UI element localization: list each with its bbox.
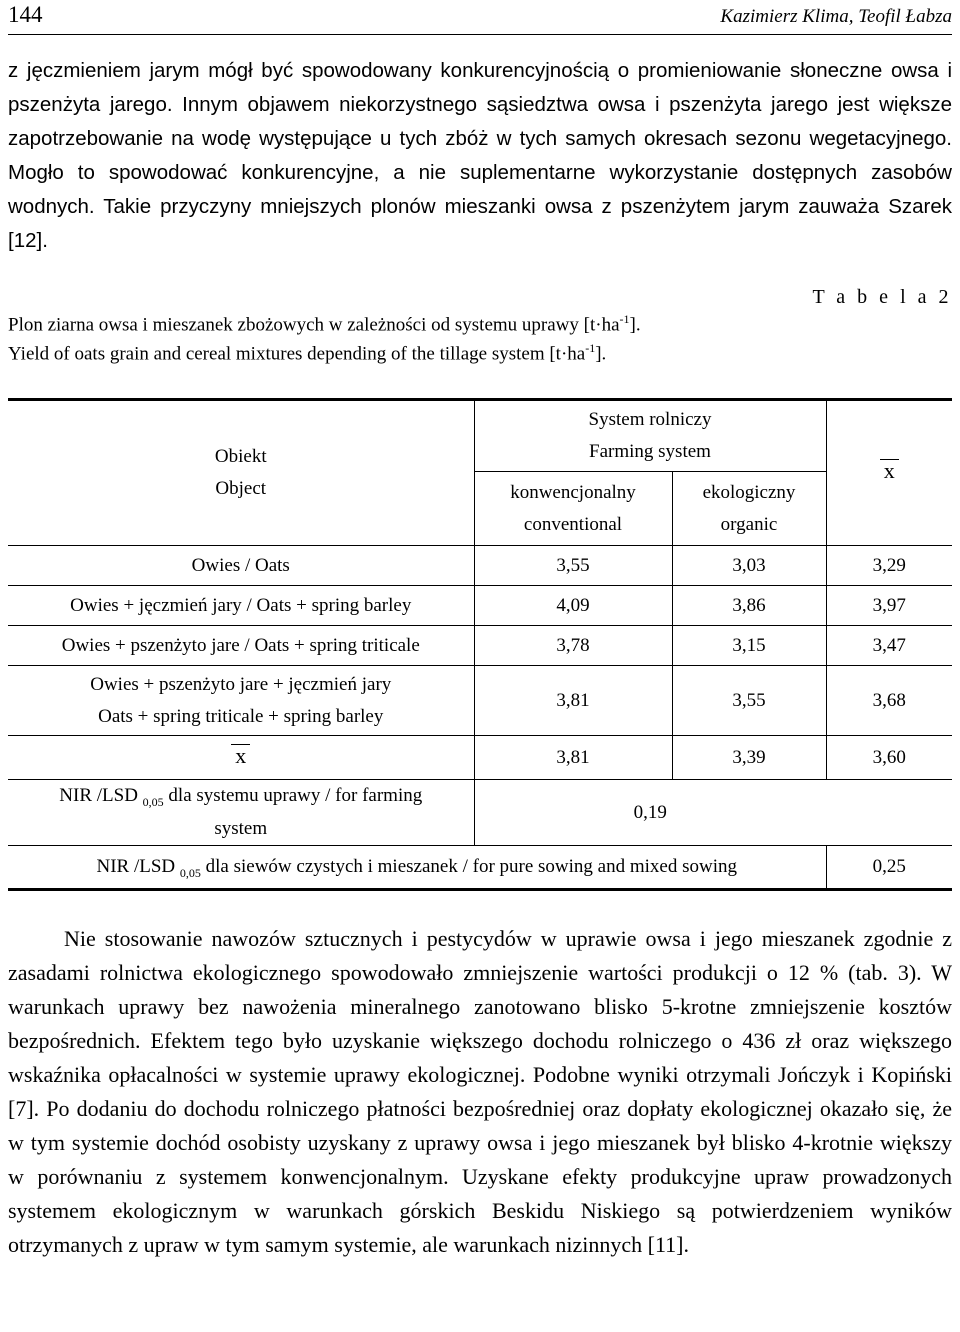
caption-pl-text: Plon ziarna owsa i mieszanek zbożowych w zależności od systemu uprawy [t·ha [8, 314, 620, 336]
header-system-en: Farming system [589, 441, 711, 462]
lsd-system-row [8, 780, 952, 846]
header-object-en: Object [215, 478, 267, 499]
lsd-system-prefix: NIR /LSD [59, 785, 138, 806]
lsd-system-value: 0,19 [474, 780, 826, 846]
row-conventional: 3,81 [474, 666, 672, 736]
lsd-sowing-text: dla siewów czystych i mieszanek / for pure sowing and mixed sowing [205, 855, 737, 877]
row-mean: 3,47 [826, 626, 952, 666]
table-row [8, 666, 952, 736]
table-caption-pl [8, 312, 641, 336]
header-conventional-pl: konwencjonalny [510, 481, 636, 503]
lsd-sowing-label [8, 846, 826, 890]
page-header [8, 0, 952, 35]
header-organic-cell [672, 472, 826, 546]
row-organic: 3,03 [672, 546, 826, 586]
table-row [8, 546, 952, 586]
caption-pl-exponent: -1 [619, 312, 630, 326]
lsd-system-subscript: 0,05 [142, 795, 164, 809]
header-object-pl: Obiekt [214, 446, 267, 467]
row-organic: 3,86 [672, 586, 826, 626]
header-conventional-cell [474, 472, 672, 546]
body-paragraph-top: z jęczmieniem jarym mógł być spowodowany konkurencyjnością o promieniowanie słoneczne owsa i pszenżyta jarego. Innym objawem niekorzystnego sąsiedztwa owsa i pszenżyta jarego jest większe zapotrzebowanie na wodę występujące u tych zbóż w tych samych okresach sezonu wegetacyjnego. Mogło to spowodować konkurencyjne, a nie suplementarne wykorzystanie dostępnych zasobów wodnych. Takie przyczyny mniejszych plonów mieszanki owsa z pszenżytem jarym zauważa Szarek [12]. [8, 59, 952, 252]
mean-row-symbol: x [231, 744, 250, 767]
header-object-cell [8, 400, 474, 546]
row-object-line1: Owies + pszenżyto jare + jęczmień jary [90, 673, 392, 695]
table-caption-en [8, 341, 606, 365]
row-conventional: 4,09 [474, 586, 672, 626]
lsd-system-label [8, 780, 474, 846]
row-organic: 3,55 [672, 666, 826, 736]
lsd-system-text2: system [214, 818, 268, 839]
row-organic: 3,15 [672, 626, 826, 666]
mean-row-mean: 3,60 [826, 736, 952, 780]
row-object: Owies / Oats [8, 546, 474, 586]
lsd-system-empty [826, 780, 952, 846]
row-mean: 3,97 [826, 586, 952, 626]
row-mean: 3,68 [826, 666, 952, 736]
lsd-sowing-value: 0,25 [826, 846, 952, 890]
running-head-authors: Kazimierz Klima, Teofil Łabza [720, 6, 952, 27]
row-object: Owies + pszenżyto jare / Oats + spring triticale [8, 626, 474, 666]
row-conventional: 3,55 [474, 546, 672, 586]
row-conventional: 3,78 [474, 626, 672, 666]
header-system-cell [474, 400, 826, 472]
yield-table [8, 398, 952, 891]
caption-en-exponent: -1 [585, 341, 596, 355]
row-object [8, 666, 474, 736]
lsd-sowing-row [8, 846, 952, 890]
row-mean: 3,29 [826, 546, 952, 586]
header-mean-symbol: x [880, 459, 899, 482]
header-mean-cell [826, 400, 952, 546]
page-number: 144 [8, 2, 43, 27]
lsd-sowing-subscript: 0,05 [179, 865, 201, 880]
table-row [8, 586, 952, 626]
table-label: T a b e l a 2 [812, 286, 952, 308]
row-object: Owies + jęczmień jary / Oats + spring barley [8, 586, 474, 626]
mean-row-conventional: 3,81 [474, 736, 672, 780]
header-organic-en: organic [720, 513, 778, 535]
caption-en-text: Yield of oats grain and cereal mixtures depending of the tillage system [t·ha [8, 343, 586, 365]
mean-row [8, 736, 952, 780]
header-system-pl: System rolniczy [588, 409, 712, 430]
caption-pl-end: ]. [629, 314, 641, 336]
header-conventional-en: conventional [523, 513, 623, 535]
mean-row-organic: 3,39 [672, 736, 826, 780]
lsd-sowing-prefix: NIR /LSD [96, 855, 176, 877]
header-organic-pl: ekologiczny [702, 481, 796, 503]
caption-en-end: ]. [595, 343, 607, 365]
body-paragraph-bottom: Nie stosowanie nawozów sztucznych i pestycydów w uprawie owsa i jego mieszanek zgodnie z zasadami rolnictwa ekologicznego spowodowało zmniejszenie wartości produkcji o 12 % (tab. 3). W warunkach uprawy bez nawożenia mineralnego zanotowano blisko 5-krotne zmniejszenie kosztów bezpośrednich. Efektem tego było uzyskanie większego dochodu rolniczego o 436 zł oraz większego wskaźnika opłacalności w systemie uprawy ekologicznej. Podobne wyniki otrzymali Jończyk i Kopiński [7]. Po dodaniu do dochodu rolniczego płatności bezpośredniej oraz dopłaty ekologicznej okazało się, że w tym systemie dochód osobisty uzyskany z uprawy owsa i jego mieszanek był blisko 4-krotnie większy w porównaniu z systemem konwencjonalnym. Uzyskane efekty produkcyjne upraw prowadzonych systemem ekologicznym w warunkach górskich Beskidu Niskiego są potwierdzeniem wyników otrzymanych z upraw w tym samym systemie, ale warunkach nizinnych [11]. [8, 926, 952, 1257]
row-object-line2: Oats + spring triticale + spring barley [98, 705, 384, 727]
mean-row-label [8, 736, 474, 780]
table-row [8, 626, 952, 666]
lsd-system-text: dla systemu uprawy / for farming [168, 785, 423, 806]
